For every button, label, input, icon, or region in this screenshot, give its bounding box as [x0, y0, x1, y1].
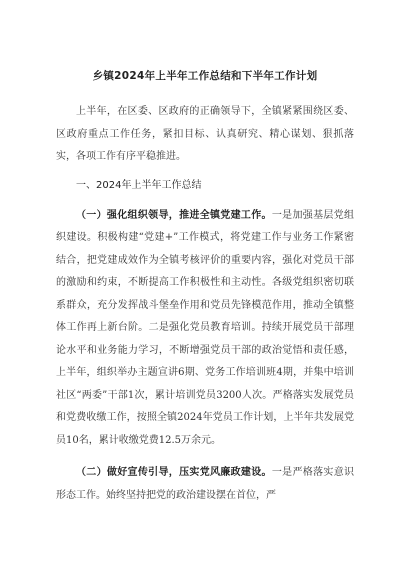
item-1-lead: （一）强化组织领导，推进全镇党建工作。: [76, 209, 272, 221]
item-1-paragraph: [56, 205, 354, 453]
section-heading: 一、2024年上半年工作总结: [76, 179, 202, 191]
item-1-body: 一是加强基层党组织建设。积极构建“党建+”工作模式，将党建工作与业务工作紧密结合，把党建成效作为全镇考核评价的重要内容，强化对党员干部的激励和约束，不断提高工作积极性和主动性。各级党组织密切联系群众，充分发挥战斗堡垒作用和党员先锋模范作用，推动全镇整体工作再上新台阶。二是强化党员教育培训。持续开展党员干部理论水平和业务能力学习，不断增强党员干部的政治觉悟和责任感，上半年，组织举办主题宣讲6期、党务工作培训班4期，并集中培训社区“两委”干部1次，累计培训党员3200人次。严格落实发展党员和党费收缴工作，按照全镇2024年党员工作计划，上半年共发展党员10名，累计收缴党费12.5万余元。: [56, 209, 355, 446]
intro-paragraph: 上半年，在区委、区政府的正确领导下，全镇紧紧围绕区委、区政府重点工作任务，紧扣目标、认真研究、精心谋划、狠抓落实，各项工作有序平稳推进。: [56, 106, 354, 162]
item-2-lead: （二）做好宣传引导，压实党风廉政建设。: [76, 467, 272, 478]
document-title: 乡镇2024年上半年工作总结和下半年工作计划: [92, 70, 318, 82]
item-2-paragraph: [56, 462, 354, 507]
item-2-body: 一是严格落实意识形态工作。始终坚持把党的政治建设摆在首位，严: [56, 467, 355, 501]
